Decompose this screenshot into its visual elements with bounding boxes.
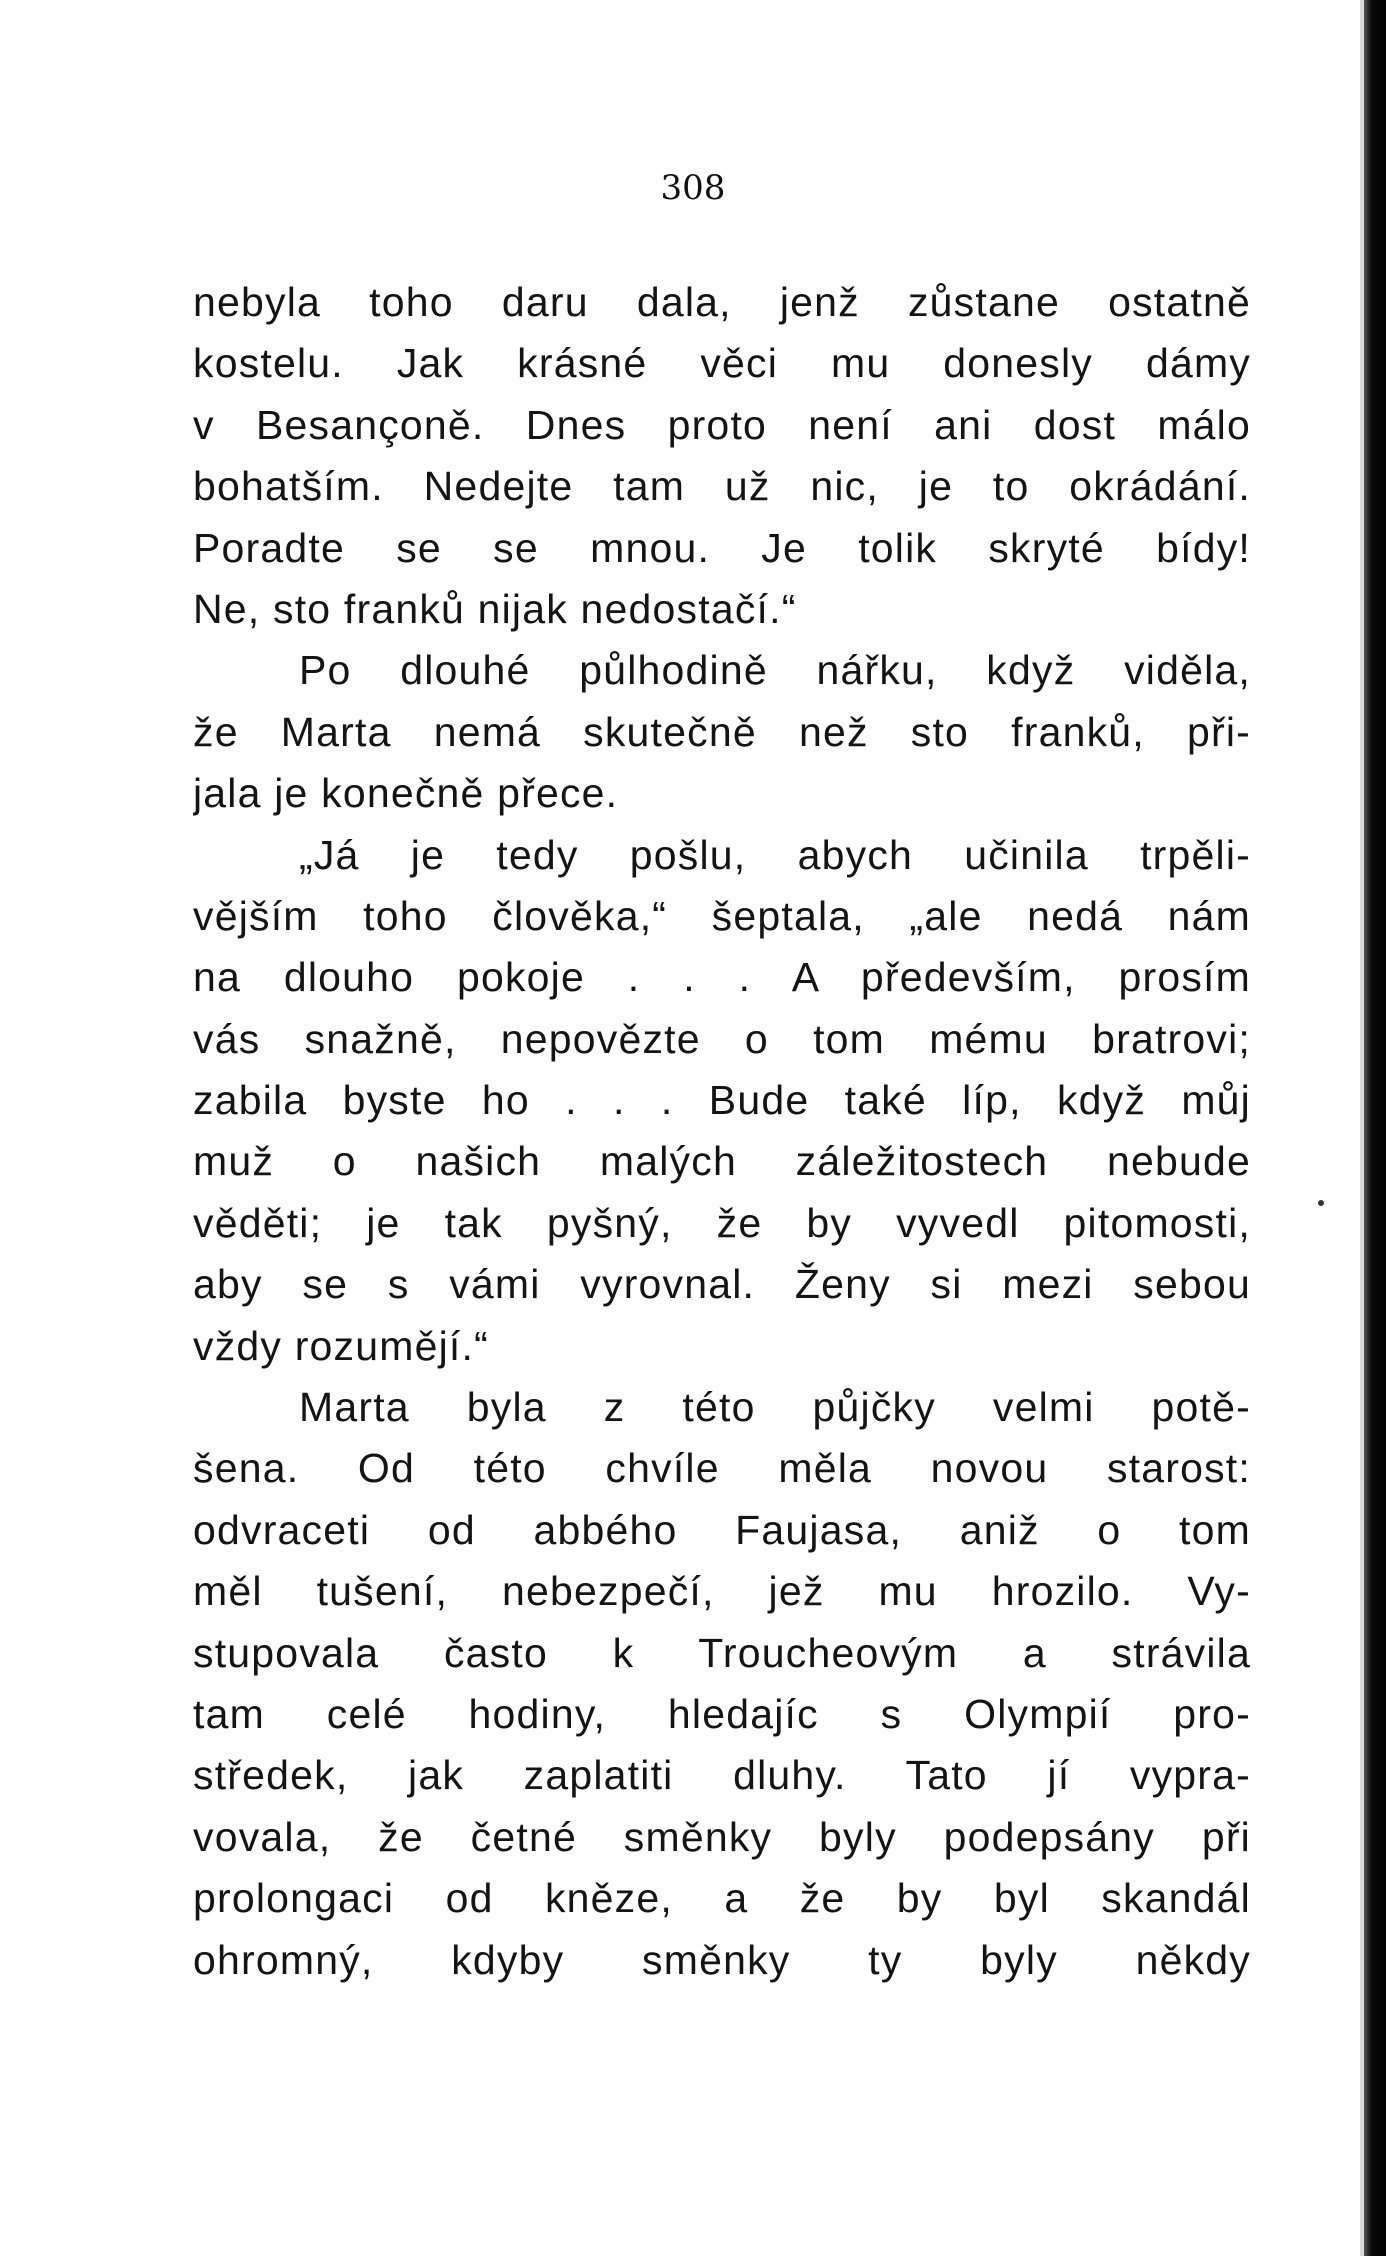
text-line: že Marta nemá skutečně než sto franků, při- (193, 708, 1251, 755)
text-line: vždy rozumějí.“ (193, 1322, 489, 1369)
text-line: ohromný, kdyby směnky ty byly někdy (193, 1936, 1251, 1983)
text-line: Po dlouhé půlhodině nářku, když viděla, (299, 647, 1251, 694)
text-line: vás snažně, nepovězte o tom mému bratrovi; (193, 1015, 1251, 1062)
text-line: Ne, sto franků nijak nedostačí.“ (193, 585, 797, 632)
body-text (193, 272, 1251, 1991)
text-line: vějším toho člověka,“ šeptala, „ale nedá nám (193, 892, 1251, 939)
text-line: vovala, že četné směnky byly podepsány při (193, 1813, 1251, 1860)
text-line: kostelu. Jak krásné věci mu donesly dámy (193, 340, 1251, 387)
text-line: zabila byste ho . . . Bude také líp, když můj (193, 1077, 1251, 1124)
text-line: věděti; je tak pyšný, že by vyvedl pitomosti, (193, 1199, 1251, 1246)
print-speck (1318, 1200, 1324, 1206)
text-line: Poradte se se mnou. Je tolik skryté bídy! (193, 524, 1251, 571)
text-line: měl tušení, nebezpečí, jež mu hrozilo. Vy- (193, 1568, 1251, 1615)
binding-shadow (1364, 0, 1386, 2256)
text-line: tam celé hodiny, hledajíc s Olympií pro- (193, 1690, 1251, 1737)
text-line: prolongaci od kněze, a že by byl skandál (193, 1875, 1251, 1922)
text-line: Marta byla z této půjčky velmi potě- (299, 1384, 1251, 1431)
text-line: stupovala často k Troucheovým a strávila (193, 1629, 1251, 1676)
text-line: odvraceti od abbého Faujasa, aniž o tom (193, 1506, 1251, 1553)
text-line: středek, jak zaplatiti dluhy. Tato jí vypra- (193, 1752, 1251, 1799)
text-line: v Besançoně. Dnes proto není ani dost málo (193, 401, 1251, 448)
text-line: jala je konečně přece. (193, 770, 619, 817)
text-line: „Já je tedy pošlu, abych učinila trpěli- (299, 831, 1251, 878)
page-number: 308 (660, 168, 726, 208)
text-line: bohatším. Nedejte tam už nic, je to okrádání. (193, 463, 1251, 510)
text-line: šena. Od této chvíle měla novou starost: (193, 1445, 1251, 1492)
text-line: muž o našich malých záležitostech nebude (193, 1138, 1251, 1185)
text-line: na dlouho pokoje . . . A především, prosím (193, 954, 1251, 1001)
text-line: aby se s vámi vyrovnal. Ženy si mezi sebou (193, 1261, 1251, 1308)
text-line: nebyla toho daru dala, jenž zůstane ostatně (193, 279, 1251, 325)
